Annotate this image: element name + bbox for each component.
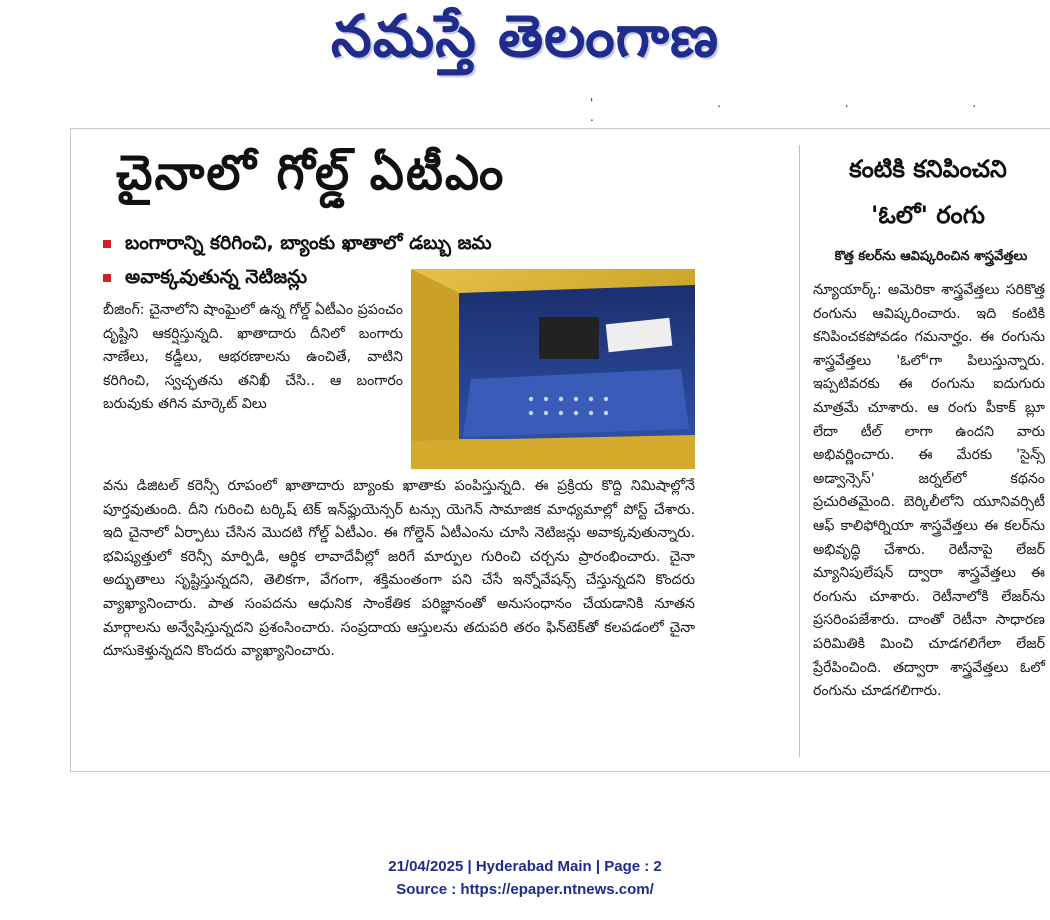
left-subhead-1 bbox=[103, 231, 492, 255]
gold-atm-photo bbox=[411, 269, 695, 469]
right-headline-line-1: కంటికి కనిపించని bbox=[849, 155, 1007, 183]
right-story-body: న్యూయార్క్: అమెరికా శాస్త్రవేత్తలు సరికొత్త రంగును ఆవిష్కరించారు. ఇది కంటికి కనిపించకపోవడం గమనార్హం. ఈ రంగును శాస్త్రవేత్తలు 'ఓలో'గా పిలుస్తున్నారు. ఇప్పటివరకు ఈ రంగును ఐదుగురు మాత్రమే చూశారు. ఆ రంగు పీకాక్ బ్లూ లేదా టీల్ లాగా ఉందని వారు అభివర్ణించారు. ఈ మేరకు 'సైన్స్ అడ్వాన్సెస్' జర్నల్‌లో కథనం ప్రచురితమైంది. బెర్కిలీలోని యూనివర్సిటీ ఆఫ్ కాలిఫోర్నియా శాస్త్రవేత్తలు ఈ కలర్‌ను అభివృద్ధి చేశారు. రెటీనాపై లేజర్ మ్యానిపులేషన్ ద్వారా శాస్త్రవేత్తలు ఈ రంగును చూశారు. రెటీనాలోకి లేజర్‌ను ప్రసరింపజేశారు. దాంతో రెటీనా సాధారణ పరిమితికి మించి చూడగలిగేలా లేజర్ ప్రేరేపించింది. తద్వారా శాస్త్రవేత్తలు ఓలో రంగును చూడగలిగారు. bbox=[813, 282, 1045, 700]
masthead bbox=[0, 0, 1050, 80]
right-headline-line-2: 'ఓలో' రంగు bbox=[871, 201, 985, 229]
left-story-body-intro: బీజింగ్: చైనాలోని షాంఘైలో ఉన్న గోల్డ్ ఏటీఎం ప్రపంచం దృష్టిని ఆకర్షిస్తున్నది. ఖాతాదారు దీనిలో బంగారు నాణేలు, కడ్డీలు, ఆభరణాలను ఉంచితే, వాటిని కరిగించి, స్వచ్ఛతను తనిఖీ చేసి.. ఆ బంగారం బరువుకు తగిన మార్కెట్ విలు bbox=[103, 302, 403, 413]
source-line: Source : https://epaper.ntnews.com/ bbox=[396, 881, 654, 898]
article-clipping bbox=[70, 128, 1050, 772]
column-divider bbox=[799, 145, 800, 757]
right-subhead: కొత్త కలర్‌ను ఆవిష్కరించిన శాస్త్రవేత్తలు bbox=[834, 249, 1028, 264]
gold-atm-photo-graphic bbox=[411, 269, 695, 469]
left-story-body-continued: వను డిజిటల్ కరెన్సీ రూపంలో ఖాతాదారు బ్యాంకు ఖాతాకు పంపిస్తున్నది. ఈ ప్రక్రియ కొద్ది నిమిషాల్లోనే పూర్తవుతుంది. దీని గురించి టర్కిష్ టెక్ ఇన్‌ఫ్లుయెన్సర్ టన్సు యెగెన్ సామాజిక మాధ్యమాల్లో పోస్ట్ చేశారు. ఇది చైనాలో ఏర్పాటు చేసిన మొదటి గోల్డ్ ఏటీఎం. ఈ గోల్డెన్ ఏటీఎంను చూసి నెటిజన్లు అవాక్కవుతున్నారు. భవిష్యత్తులో కరెన్సీ మార్పిడి, ఆర్థిక లావాదేవీల్లో జరిగే మార్పుల గురించి చర్చను ప్రారంభించారు. చైనా అద్భుతాలు సృష్టిస్తున్నదని, తెలికగా, వేగంగా, శక్తిమంతంగా పని చేసే ఇన్నోవేషన్స్ చేస్తున్నదని కొందరు వ్యాఖ్యానించారు. పాత సంపదను ఆధునిక సాంకేతిక పరిజ్ఞానంతో అనుసంధానం చేయడానికి నూతన మార్గాలను అన్వేషిస్తున్నదని ప్రశంసించారు. సంప్రదాయ ఆస్తులను తదుపరి తరం ఫిన్‌టెక్‌తో కలపడంలో చైనా దూసుకెళ్తున్నదని కొందరు వ్యాఖ్యానించారు. bbox=[103, 478, 695, 660]
bullet-icon bbox=[103, 240, 111, 248]
edition-line: 21/04/2025 | Hyderabad Main | Page : 2 bbox=[388, 858, 662, 875]
bullet-icon bbox=[103, 274, 111, 282]
left-headline: చైనాలో గోల్డ్ ఏటీఎం bbox=[116, 145, 506, 201]
newspaper-title: నమస్తే తెలంగాణ bbox=[331, 2, 719, 70]
left-subhead-2-text: అవాక్కవుతున్న నెటిజన్లు bbox=[125, 266, 308, 288]
left-subhead-2 bbox=[103, 265, 307, 289]
masthead-marks: ' . . . . bbox=[590, 96, 1037, 124]
left-subhead-1-text: బంగారాన్ని కరిగించి, బ్యాంకు ఖాతాలో డబ్బు జమ bbox=[125, 232, 492, 254]
